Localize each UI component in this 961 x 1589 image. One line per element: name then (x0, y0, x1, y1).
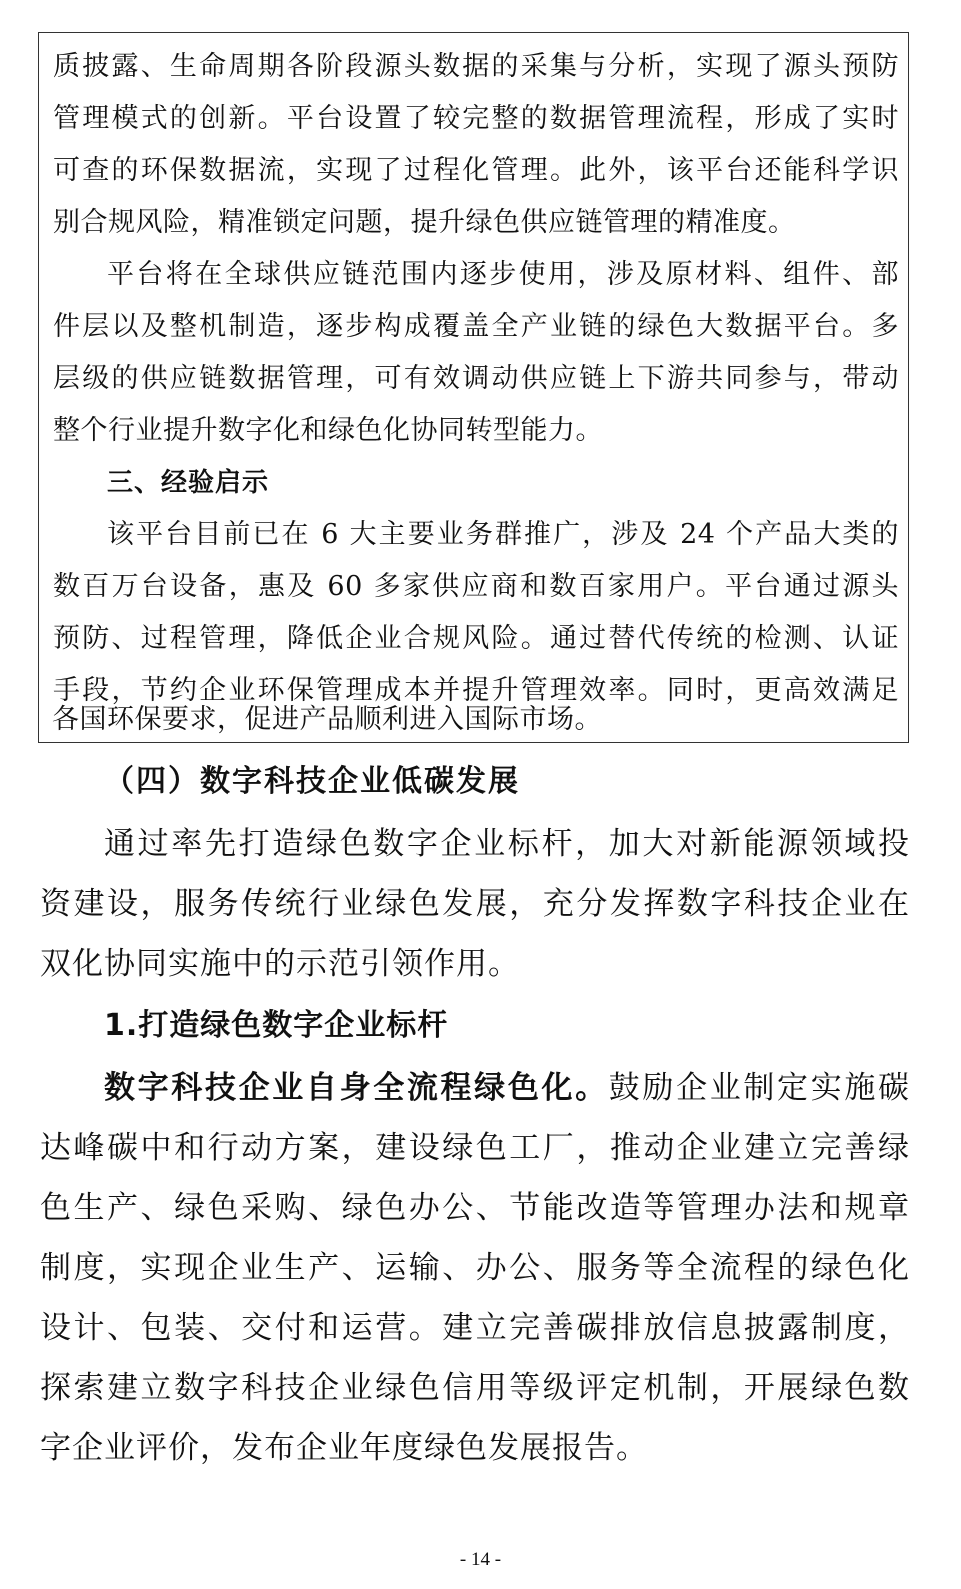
box-text-line: 管理模式的创新。平台设置了较完整的数据管理流程，形成了实时 (53, 103, 899, 134)
body-text-line: 双化协同实施中的示范引领作用。 (40, 946, 520, 982)
body-text-span: 鼓励企业制定实施碳 (608, 1070, 910, 1106)
box-text-line: 预防、过程管理，降低企业合规风险。通过替代传统的检测、认证 (53, 623, 899, 654)
body-text-line: 色生产、绿色采购、绿色办公、节能改造等管理办法和规章 (40, 1190, 910, 1226)
body-text-line: 达峰碳中和行动方案，建设绿色工厂，推动企业建立完善绿 (40, 1130, 910, 1166)
body-text-line: 探索建立数字科技企业绿色信用等级评定机制，开展绿色数 (40, 1370, 910, 1406)
body-text-line (104, 1066, 910, 1110)
box-text-line: 质披露、生命周期各阶段源头数据的采集与分析，实现了源头预防 (53, 51, 899, 82)
page-number: - 14 - (459, 1549, 502, 1570)
body-text-line: 制度，实现企业生产、运输、办公、服务等全流程的绿色化 (40, 1250, 910, 1286)
box-text-line: 手段，节约企业环保管理成本并提升管理效率。同时，更高效满足 (53, 675, 899, 706)
box-text-line: 层级的供应链数据管理，可有效调动供应链上下游共同参与，带动 (53, 363, 899, 394)
box-text-line: 整个行业提升数字化和绿色化协同转型能力。 (53, 415, 603, 446)
box-text-line: 件层以及整机制造，逐步构成覆盖全产业链的绿色大数据平台。多 (53, 311, 899, 342)
body-text-line: 通过率先打造绿色数字企业标杆，加大对新能源领域投 (104, 826, 910, 862)
box-text-line: 别合规风险，精准锁定问题，提升绿色供应链管理的精准度。 (53, 207, 796, 238)
box-text-line: 数百万台设备，惠及 60 多家供应商和数百家用户。平台通过源头 (53, 571, 899, 602)
body-text-line: 设计、包装、交付和运营。建立完善碳排放信息披露制度， (40, 1310, 910, 1346)
body-text-line: 资建设，服务传统行业绿色发展，充分发挥数字科技企业在 (40, 886, 910, 922)
box-text-line: 平台将在全球供应链范围内逐步使用，涉及原材料、组件、部 (107, 259, 899, 290)
body-text-line: 字企业评价，发布企业年度绿色发展报告。 (40, 1430, 648, 1466)
case-study-box (38, 32, 909, 743)
section-heading: （四）数字科技企业低碳发展 (104, 764, 520, 799)
bold-lead-text: 数字科技企业自身全流程绿色化。 (104, 1070, 609, 1106)
box-heading: 三、经验启示 (107, 468, 270, 498)
box-text-line: 该平台目前已在 6 大主要业务群推广，涉及 24 个产品大类的 (107, 519, 899, 550)
sub-heading: 1.打造绿色数字企业标杆 (104, 1008, 449, 1043)
box-text-line: 可查的环保数据流，实现了过程化管理。此外，该平台还能科学识 (53, 155, 899, 186)
box-text-line: 各国环保要求，促进产品顺利进入国际市场。 (52, 704, 602, 735)
